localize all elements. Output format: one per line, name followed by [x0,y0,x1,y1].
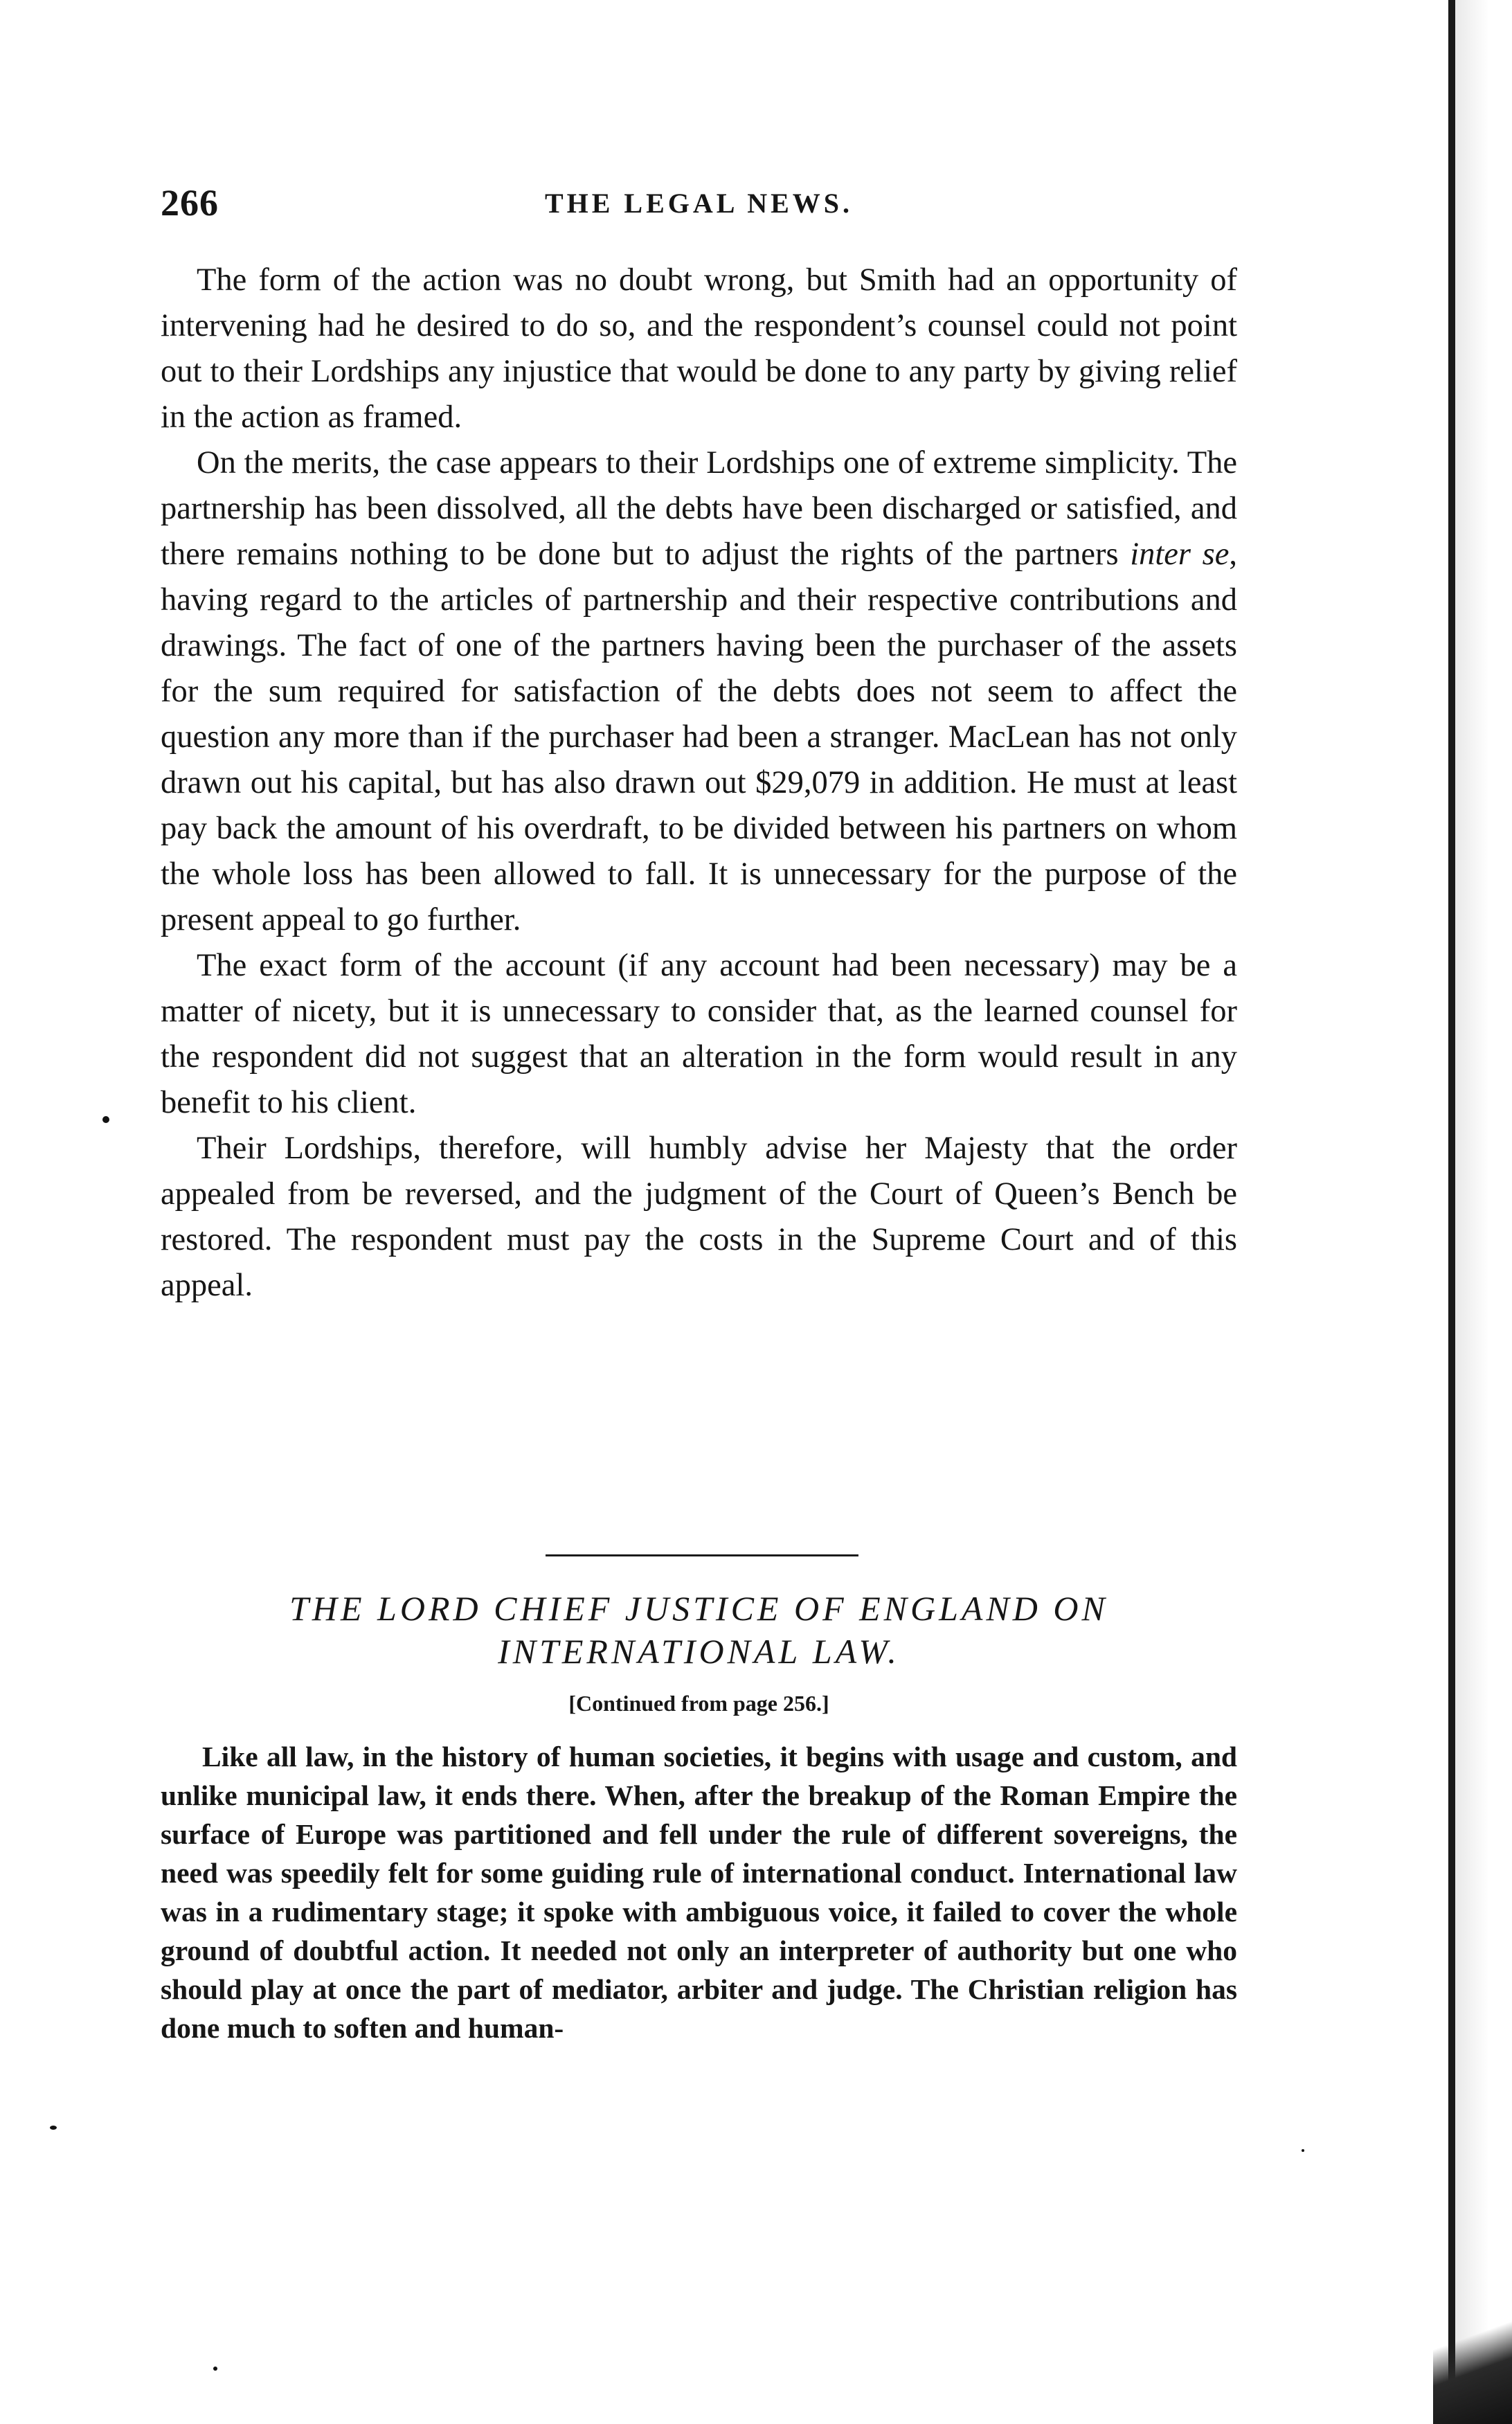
paragraph-merits [161,440,1237,943]
paragraph-conclusion: Their Lordships, therefore, will humbly advise her Majesty that the order appealed from be reversed, and the judgment of the Court of Queen’s Bench be restored. The respondent must pay the costs in the Supreme Court and of this appeal. [161,1131,1237,1303]
article-heading [161,1587,1237,1673]
running-head [161,181,1237,230]
journal-title: THE LEGAL NEWS. [544,188,854,219]
ink-speck [1302,2149,1304,2152]
paragraph-account-form: The exact form of the account (if any account had been necessary) may be a matter of nicety, but it is unnecessary to consider that, as the learned counsel for the respondent did not suggest that an alteration in the form would result in any benefit to his client. [161,948,1237,1120]
page-number: 266 [161,182,219,224]
latin-phrase: inter se [1130,537,1230,572]
section-divider [546,1554,858,1556]
continued-note: [Continued from page 256.] [568,1691,829,1716]
paragraph-form-of-action: The form of the action was no doubt wrong, but Smith had an opportunity of intervening had he desired to do so, and the respondent’s counsel could not point out to their Lordships any injustice that would be done to any party by giving relief in the action as framed. [161,262,1237,435]
ink-speck [102,1116,109,1123]
article-title-line-2: INTERNATIONAL LAW. [498,1632,900,1671]
ink-speck [50,2126,57,2130]
page-edge-corner [1433,2306,1512,2424]
article-title-line-1: THE LORD CHIEF JUSTICE OF ENGLAND ON [289,1589,1108,1628]
article-text [161,1737,1237,2047]
merits-text-before: On the merits, the case appears to their Lordships one of extreme simplicity. The partnership has been dissolved, all the debts have been discharged or satisfied, and there remains nothing to be done but to adjust the rights of the partners [161,445,1237,572]
judgment-text [161,258,1237,1309]
page-binding-edge [1448,0,1455,2424]
ink-speck [213,2367,217,2371]
page-edge-shadow [1455,0,1512,2424]
merits-text-after: , having regard to the articles of partnership and their respective contributions and drawings. The fact of one of the partners having been the purchaser of the assets for the sum required for satisfaction of the debts does not seem to affect the question any more than if the purchaser had been a stranger. MacLean has not only drawn out his capital, but has also drawn out $29,079 in addition. He must at least pay back the amount of his overdraft, to be divided between his partners on whom the whole loss has been allowed to fall. It is unnecessary for the purpose of the present appeal to go further. [161,537,1238,937]
article-paragraph: Like all law, in the history of human societies, it begins with usage and custom, and unlike municipal law, it ends there. When, after the breakup of the Roman Empire the surface of Europe was partitioned and fell under the rule of different sovereigns, the need was speedily felt for some guiding rule of international conduct. International law was in a rudimentary stage; it spoke with ambiguous voice, it failed to cover the whole ground of doubtful action. It needed not only an interpreter of authority but one who should play at once the part of mediator, arbiter and judge. The Christian religion has done much to soften and human- [161,1741,1237,2044]
